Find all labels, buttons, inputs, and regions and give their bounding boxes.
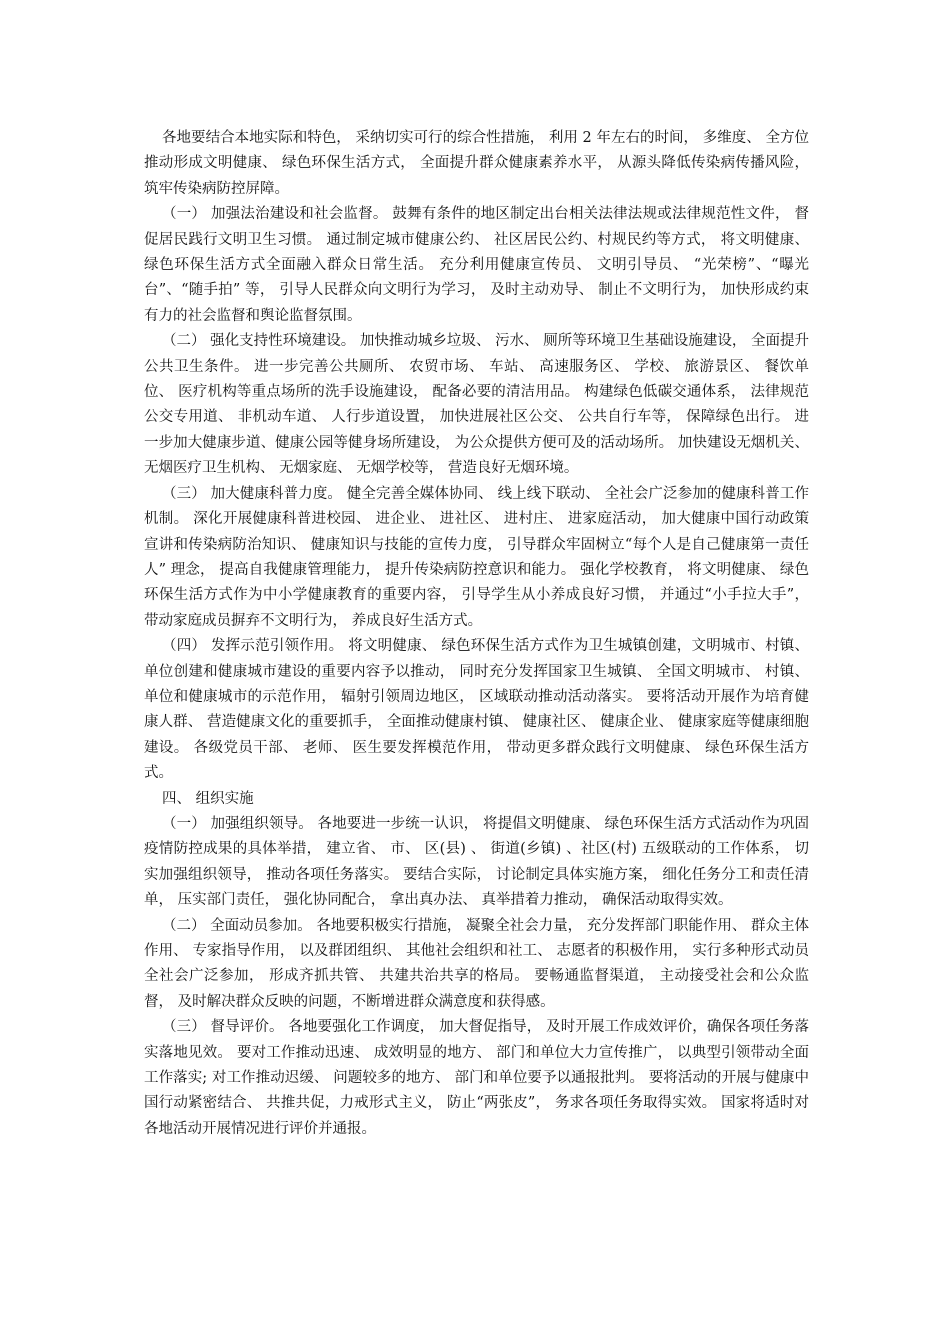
paragraph-health-education: （三） 加大健康科普力度。 健全完善全媒体协同、 线上线下联动、 全社会广泛参加的健康科普工作机制。 深化开展健康科普进校园、 进企业、 进社区、 进村庄、 进家庭活动， 加大健康中国行动政策宣讲和传染病防治知识、 健康知识与技能的宣传力度， 引导群众牢固树立“每个人是自己健康第一责任人” 理念， 提高自我健康管理能力， 提升传染病防控意识和能力。 强化学校教育， 将文明健康、 绿色环保生活方式作为中小学健康教育的重要内容， 引导学生从小养成良好习惯， 并通过“小手拉大手”， 带动家庭成员摒弃不文明行为， 养成良好生活方式。 (144, 485, 809, 629)
paragraph-supervision: （三） 督导评价。 各地要强化工作调度， 加大督促指导， 及时开展工作成效评价，确保各项任务落实落地见效。 要对工作推动迅速、 成效明显的地方、 部门和单位大力宣传推广， 以典型引领带动全面工作落实; 对工作推动迟缓、 问题较多的地方、 部门和单位要予以通报批判。 要将活动的开展与健康中国行动紧密结合、 共推共促，力戒形式主义， 防止“两张皮”， 务求各项任务取得实效。 国家将适时对各地活动开展情况进行评价并通报。 (144, 1019, 809, 1137)
paragraph-environment: （二） 强化支持性环境建设。 加快推动城乡垃圾、 污水、 厕所等环境卫生基础设施建设， 全面提升公共卫生条件。 进一步完善公共厕所、 农贸市场、 车站、 高速服务区、 学校、 旅游景区、 餐饮单位、 医疗机构等重点场所的洗手设施建设， 配备必要的清洁用品。 构建绿色低碳交通体系， 法律规范公交专用道、 非机动车道、 人行步道设置， 加快进展社区公交、 公共自行车等， 保障绿色出行。 进一步加大健康步道、健康公园等健身场所建设， 为公众提供方便可及的活动场所。 加快建设无烟机关、无烟医疗卫生机构、 无烟家庭、 无烟学校等， 营造良好无烟环境。 (144, 333, 809, 477)
paragraph-rule-of-law: （一） 加强法治建设和社会监督。 鼓舞有条件的地区制定出台相关法律法规或法律规范性文件， 督促居民践行文明卫生习惯。 通过制定城市健康公约、 社区居民公约、村规民约等方式， 将文明健康、 绿色环保生活方式全面融入群众日常生活。 充分利用健康宣传员、 文明引导员、 “光荣榜”、“曝光台”、“随手拍” 等， 引导人民群众向文明行为学习， 及时主动劝导、 制止不文明行为， 加快形成约束有力的社会监督和舆论监督氛围。 (144, 206, 809, 324)
paragraph-intro: 各地要结合本地实际和特色， 采纳切实可行的综合性措施， 利用 2 年左右的时间， 多维度、 全方位推动形成文明健康、 绿色环保生活方式， 全面提升群众健康素养水平， 从源头降低传染病传播风险， 筑牢传染病防控屏障。 (144, 130, 809, 197)
paragraph-leadership: （一） 加强组织领导。 各地要进一步统一认识， 将提倡文明健康、 绿色环保生活方式活动作为巩固疫情防控成果的具体举措， 建立省、 市、 区(县) 、 街道(乡镇) 、社区(村) 五级联动的工作体系， 切实加强组织领导， 推动各项任务落实。 要结合实际， 讨论制定具体实施方案， 细化任务分工和责任清单， 压实部门责任， 强化协同配合， 拿出真办法、 真举措着力推动， 确保活动取得实效。 (144, 815, 809, 909)
paragraph-mobilization: （二） 全面动员参加。 各地要积极实行措施， 凝聚全社会力量， 充分发挥部门职能作用、 群众主体作用、 专家指导作用， 以及群团组织、 其他社会组织和社工、 志愿者的积极作用， 实行多种形式动员全社会广泛参加， 形成齐抓共管、 共建共治共享的格局。 要畅通监督渠道， 主动接受社会和公众监督， 及时解决群众反映的问题，不断增进群众满意度和获得感。 (144, 917, 809, 1010)
document-body (144, 126, 809, 1142)
paragraph-demonstration: （四） 发挥示范引领作用。 将文明健康、 绿色环保生活方式作为卫生城镇创建，文明城市、村镇、 单位创建和健康城市建设的重要内容予以推动， 同时充分发挥国家卫生城镇、 全国文明城市、 村镇、 单位和健康城市的示范作用， 辐射引领周边地区， 区域联动推动活动落实。 要将活动开展作为培育健康人群、 营造健康文化的重要抓手， 全面推动健康村镇、 健康社区、 健康企业、 健康家庭等健康细胞建设。 各级党员干部、 老师、 医生要发挥模范作用， 带动更多群众践行文明健康、 绿色环保生活方式。 (144, 638, 809, 782)
section-heading-organization: 四、 组织实施 (162, 790, 254, 807)
